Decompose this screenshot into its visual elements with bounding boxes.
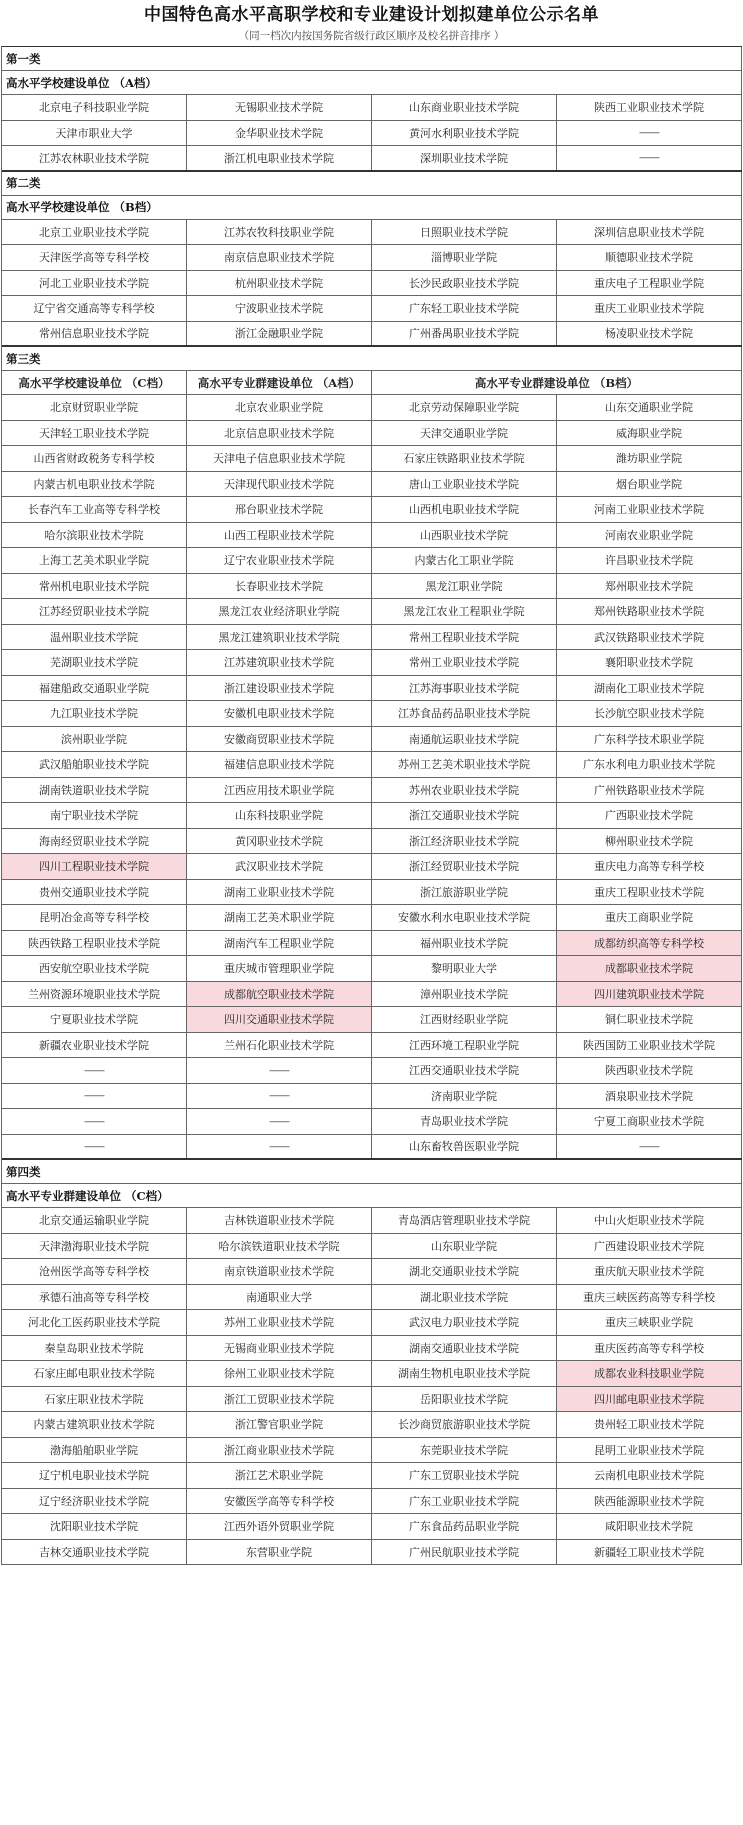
school-name-cell: 河南农业职业学院: [557, 523, 742, 548]
school-name-cell: 岳阳职业技术学院: [372, 1387, 557, 1412]
school-name-cell: 黄冈职业技术学院: [187, 829, 372, 854]
school-name-cell: 温州职业技术学院: [2, 625, 187, 650]
school-name-cell: 重庆工程职业技术学院: [557, 880, 742, 905]
school-name-cell: 湖北交通职业技术学院: [372, 1259, 557, 1284]
school-name-cell: 常州信息职业技术学院: [2, 322, 187, 346]
page-title: 中国特色高水平高职学校和专业建设计划拟建单位公示名单: [144, 5, 599, 25]
school-name-cell: 江西应用技术职业学院: [187, 778, 372, 803]
school-name-cell: 北京劳动保障职业学院: [372, 395, 557, 420]
table-row: [2, 446, 742, 472]
school-name-cell: 上海工艺美术职业学院: [2, 548, 187, 573]
school-name-cell: 南京铁道职业技术学院: [187, 1259, 372, 1284]
table-row: [2, 931, 742, 957]
school-name-cell: 辽宁农业职业技术学院: [187, 548, 372, 573]
school-name-cell: 九江职业技术学院: [2, 701, 187, 726]
table-row: [2, 956, 742, 982]
school-name-cell: 湖南生物机电职业技术学院: [372, 1361, 557, 1386]
table-row: [2, 271, 742, 297]
school-name-cell: 黑龙江农业经济职业学院: [187, 599, 372, 624]
school-name-cell: 许昌职业技术学院: [557, 548, 742, 573]
school-name-cell: 海南经贸职业技术学院: [2, 829, 187, 854]
section-label: 第一类: [2, 47, 742, 70]
column-header-row: [2, 371, 742, 395]
school-name-cell: 安徽机电职业技术学院: [187, 701, 372, 726]
table-row: [2, 296, 742, 322]
school-name-cell: 浙江经济职业技术学院: [372, 829, 557, 854]
school-name-cell: 江苏海事职业技术学院: [372, 676, 557, 701]
table-row: [2, 220, 742, 246]
school-name-cell: 山西省财政税务专科学校: [2, 446, 187, 471]
school-name-cell: 武汉船舶职业技术学院: [2, 752, 187, 777]
school-name-cell: 邢台职业技术学院: [187, 497, 372, 522]
school-name-cell: 芜湖职业技术学院: [2, 650, 187, 675]
school-name-cell: 郑州铁路职业技术学院: [557, 599, 742, 624]
table-row: [2, 829, 742, 855]
table-row: [2, 395, 742, 421]
school-name-cell: 黄河水利职业技术学院: [372, 121, 557, 146]
school-name-cell: 北京信息职业技术学院: [187, 421, 372, 446]
school-name-cell: 金华职业技术学院: [187, 121, 372, 146]
school-name-cell: 浙江商业职业技术学院: [187, 1438, 372, 1463]
table-row: [2, 1234, 742, 1260]
school-name-cell: 浙江艺术职业学院: [187, 1463, 372, 1488]
school-name-cell: 长沙航空职业技术学院: [557, 701, 742, 726]
table-row: [2, 1438, 742, 1464]
empty-cell: ——: [557, 146, 742, 170]
school-name-cell: 河北工业职业技术学院: [2, 271, 187, 296]
table-row: [2, 1387, 742, 1413]
school-name-cell: 深圳信息职业技术学院: [557, 220, 742, 245]
school-name-cell: 北京财贸职业学院: [2, 395, 187, 420]
section-label-row: [2, 47, 742, 71]
school-name-cell: 日照职业技术学院: [372, 220, 557, 245]
school-name-cell: 广东轻工职业技术学院: [372, 296, 557, 321]
school-name-cell: 山西工程职业技术学院: [187, 523, 372, 548]
table-row: [2, 146, 742, 172]
empty-cell: ——: [187, 1109, 372, 1134]
empty-cell: ——: [187, 1058, 372, 1083]
school-name-cell: 天津市职业大学: [2, 121, 187, 146]
school-name-cell: 广东科学技术职业学院: [557, 727, 742, 752]
school-name-cell: 襄阳职业技术学院: [557, 650, 742, 675]
table-row: [2, 778, 742, 804]
school-name-cell: 常州机电职业技术学院: [2, 574, 187, 599]
school-name-cell: 浙江经贸职业技术学院: [372, 854, 557, 879]
table-row: [2, 1540, 742, 1566]
school-name-cell: 江西环境工程职业学院: [372, 1033, 557, 1058]
school-name-cell: 内蒙古建筑职业技术学院: [2, 1412, 187, 1437]
school-name-cell: 石家庄铁路职业技术学院: [372, 446, 557, 471]
school-name-cell: 江西财经职业学院: [372, 1007, 557, 1032]
school-name-cell: 长沙商贸旅游职业技术学院: [372, 1412, 557, 1437]
table-row: [2, 880, 742, 906]
school-name-cell: 淄博职业学院: [372, 245, 557, 270]
empty-cell: ——: [2, 1109, 187, 1134]
table-row: [2, 1489, 742, 1515]
school-name-cell: 青岛职业技术学院: [372, 1109, 557, 1134]
school-name-cell: 苏州工业职业技术学院: [187, 1310, 372, 1335]
school-name-cell: 天津轻工职业技术学院: [2, 421, 187, 446]
school-name-cell: 江苏食品药品职业技术学院: [372, 701, 557, 726]
school-name-cell: 重庆航天职业技术学院: [557, 1259, 742, 1284]
school-name-cell: 南通职业大学: [187, 1285, 372, 1310]
school-name-cell: 常州工业职业技术学院: [372, 650, 557, 675]
school-name-cell: 重庆三峡职业学院: [557, 1310, 742, 1335]
school-name-cell: 柳州职业技术学院: [557, 829, 742, 854]
school-name-cell: 陕西国防工业职业技术学院: [557, 1033, 742, 1058]
column-header: 高水平专业群建设单位 （B档）: [372, 371, 742, 394]
column-header: 高水平学校建设单位 （C档）: [2, 371, 187, 394]
school-name-cell: 辽宁省交通高等专科学校: [2, 296, 187, 321]
school-name-cell: 广州铁路职业技术学院: [557, 778, 742, 803]
school-name-cell: 广西建设职业技术学院: [557, 1234, 742, 1259]
section-subheader-row: [2, 71, 742, 95]
school-name-cell: 承德石油高等专科学校: [2, 1285, 187, 1310]
school-name-cell: 湖南化工职业技术学院: [557, 676, 742, 701]
school-name-cell: 长沙民政职业技术学院: [372, 271, 557, 296]
table-row: [2, 574, 742, 600]
school-name-cell: 中山火炬职业技术学院: [557, 1208, 742, 1233]
section-subheader: 高水平学校建设单位 （B档）: [2, 196, 742, 219]
school-name-cell: 黑龙江农业工程职业学院: [372, 599, 557, 624]
school-name-cell: 常州工程职业技术学院: [372, 625, 557, 650]
section-label-row: [2, 172, 742, 196]
school-name-cell: 河北化工医药职业技术学院: [2, 1310, 187, 1335]
school-name-cell: 哈尔滨铁道职业技术学院: [187, 1234, 372, 1259]
school-name-cell: 云南机电职业技术学院: [557, 1463, 742, 1488]
table-row: [2, 752, 742, 778]
school-name-cell: 重庆三峡医药高等专科学校: [557, 1285, 742, 1310]
school-name-cell: 深圳职业技术学院: [372, 146, 557, 170]
school-name-cell: 北京电子科技职业学院: [2, 95, 187, 120]
school-name-cell: 东营职业学院: [187, 1540, 372, 1565]
table-row: [2, 905, 742, 931]
school-name-cell: 无锡职业技术学院: [187, 95, 372, 120]
school-name-cell: 浙江旅游职业学院: [372, 880, 557, 905]
school-name-cell: 重庆医药高等专科学校: [557, 1336, 742, 1361]
school-name-cell: 南京信息职业技术学院: [187, 245, 372, 270]
school-name-cell: 山东畜牧兽医职业学院: [372, 1135, 557, 1159]
school-name-cell: 北京工业职业技术学院: [2, 220, 187, 245]
table-row: [2, 322, 742, 348]
school-name-cell: 湖南工艺美术职业学院: [187, 905, 372, 930]
school-name-cell: 重庆电子工程职业学院: [557, 271, 742, 296]
school-name-cell: 广东水利电力职业技术学院: [557, 752, 742, 777]
table-row: [2, 599, 742, 625]
school-name-cell: 贵州轻工职业技术学院: [557, 1412, 742, 1437]
roster-table: [1, 46, 742, 1565]
school-name-cell: 浙江交通职业技术学院: [372, 803, 557, 828]
school-name-cell: 湖南交通职业技术学院: [372, 1336, 557, 1361]
school-name-cell: 黑龙江职业学院: [372, 574, 557, 599]
table-row: [2, 1259, 742, 1285]
table-row: [2, 727, 742, 753]
school-name-cell: 天津电子信息职业技术学院: [187, 446, 372, 471]
table-row: [2, 701, 742, 727]
table-row: [2, 676, 742, 702]
school-name-cell: 浙江警官职业学院: [187, 1412, 372, 1437]
school-name-cell: 宁夏职业技术学院: [2, 1007, 187, 1032]
school-name-cell: 郑州职业技术学院: [557, 574, 742, 599]
school-name-cell: 山西机电职业技术学院: [372, 497, 557, 522]
school-name-cell: 济南职业学院: [372, 1084, 557, 1109]
section-subheader: 高水平学校建设单位 （A档）: [2, 71, 742, 94]
school-name-cell: 长春汽车工业高等专科学校: [2, 497, 187, 522]
school-name-cell: 无锡商业职业技术学院: [187, 1336, 372, 1361]
school-name-cell: 哈尔滨职业技术学院: [2, 523, 187, 548]
school-name-cell: 北京交通运输职业学院: [2, 1208, 187, 1233]
school-name-cell: 湖南汽车工程职业学院: [187, 931, 372, 956]
school-name-cell: 兰州资源环境职业技术学院: [2, 982, 187, 1007]
school-name-cell: 山东交通职业学院: [557, 395, 742, 420]
school-name-cell: 沧州医学高等专科学校: [2, 1259, 187, 1284]
table-row: [2, 650, 742, 676]
school-name-cell: 成都纺织高等专科学校: [557, 931, 742, 956]
school-name-cell: 江苏农林职业技术学院: [2, 146, 187, 170]
table-row: [2, 803, 742, 829]
table-row: [2, 625, 742, 651]
table-row: [2, 523, 742, 549]
school-name-cell: 新疆轻工职业技术学院: [557, 1540, 742, 1565]
school-name-cell: 辽宁经济职业技术学院: [2, 1489, 187, 1514]
section-label: 第四类: [2, 1160, 742, 1183]
school-name-cell: 苏州农业职业技术学院: [372, 778, 557, 803]
school-name-cell: 重庆工商职业学院: [557, 905, 742, 930]
school-name-cell: 徐州工业职业技术学院: [187, 1361, 372, 1386]
empty-cell: ——: [2, 1058, 187, 1083]
school-name-cell: 重庆工业职业技术学院: [557, 296, 742, 321]
school-name-cell: 西安航空职业技术学院: [2, 956, 187, 981]
school-name-cell: 潍坊职业学院: [557, 446, 742, 471]
table-row: [2, 1058, 742, 1084]
school-name-cell: 黎明职业大学: [372, 956, 557, 981]
school-name-cell: 青岛酒店管理职业技术学院: [372, 1208, 557, 1233]
table-row: [2, 1109, 742, 1135]
school-name-cell: 秦皇岛职业技术学院: [2, 1336, 187, 1361]
school-name-cell: 四川工程职业技术学院: [2, 854, 187, 879]
school-name-cell: 江苏农牧科技职业学院: [187, 220, 372, 245]
school-name-cell: 重庆城市管理职业学院: [187, 956, 372, 981]
table-row: [2, 121, 742, 147]
table-row: [2, 1361, 742, 1387]
school-name-cell: 唐山工业职业技术学院: [372, 472, 557, 497]
school-name-cell: 陕西铁路工程职业技术学院: [2, 931, 187, 956]
school-name-cell: 福州职业技术学院: [372, 931, 557, 956]
school-name-cell: 陕西能源职业技术学院: [557, 1489, 742, 1514]
school-name-cell: 安徽商贸职业技术学院: [187, 727, 372, 752]
school-name-cell: 广西职业技术学院: [557, 803, 742, 828]
table-row: [2, 1412, 742, 1438]
school-name-cell: 内蒙古机电职业技术学院: [2, 472, 187, 497]
school-name-cell: 湖南工业职业技术学院: [187, 880, 372, 905]
school-name-cell: 天津医学高等专科学校: [2, 245, 187, 270]
school-name-cell: 漳州职业技术学院: [372, 982, 557, 1007]
school-name-cell: 吉林铁道职业技术学院: [187, 1208, 372, 1233]
school-name-cell: 江苏建筑职业技术学院: [187, 650, 372, 675]
table-row: [2, 472, 742, 498]
empty-cell: ——: [187, 1084, 372, 1109]
page-subtitle: （同一档次内按国务院省级行政区顺序及校名拼音排序 ）: [238, 30, 505, 42]
school-name-cell: 江苏经贸职业技术学院: [2, 599, 187, 624]
table-row: [2, 854, 742, 880]
school-name-cell: 武汉电力职业技术学院: [372, 1310, 557, 1335]
school-name-cell: 广东工业职业技术学院: [372, 1489, 557, 1514]
school-name-cell: 兰州石化职业技术学院: [187, 1033, 372, 1058]
table-row: [2, 1336, 742, 1362]
school-name-cell: 四川建筑职业技术学院: [557, 982, 742, 1007]
table-row: [2, 245, 742, 271]
table-row: [2, 548, 742, 574]
table-row: [2, 1285, 742, 1311]
empty-cell: ——: [2, 1084, 187, 1109]
school-name-cell: 陕西职业技术学院: [557, 1058, 742, 1083]
school-name-cell: 成都航空职业技术学院: [187, 982, 372, 1007]
section-label: 第三类: [2, 347, 742, 370]
school-name-cell: 铜仁职业技术学院: [557, 1007, 742, 1032]
school-name-cell: 沈阳职业技术学院: [2, 1514, 187, 1539]
school-name-cell: 东莞职业技术学院: [372, 1438, 557, 1463]
section-subheader: 高水平专业群建设单位 （C档）: [2, 1184, 742, 1207]
school-name-cell: 湖北职业技术学院: [372, 1285, 557, 1310]
school-name-cell: 广州民航职业技术学院: [372, 1540, 557, 1565]
school-name-cell: 昆明工业职业技术学院: [557, 1438, 742, 1463]
school-name-cell: 石家庄职业技术学院: [2, 1387, 187, 1412]
school-name-cell: 安徽水利水电职业技术学院: [372, 905, 557, 930]
table-row: [2, 1208, 742, 1234]
school-name-cell: 广东食品药品职业学院: [372, 1514, 557, 1539]
school-name-cell: 新疆农业职业技术学院: [2, 1033, 187, 1058]
table-row: [2, 95, 742, 121]
school-name-cell: 天津现代职业技术学院: [187, 472, 372, 497]
school-name-cell: 威海职业学院: [557, 421, 742, 446]
school-name-cell: 山东科技职业学院: [187, 803, 372, 828]
school-name-cell: 山东职业学院: [372, 1234, 557, 1259]
school-name-cell: 四川邮电职业技术学院: [557, 1387, 742, 1412]
table-row: [2, 1463, 742, 1489]
empty-cell: ——: [187, 1135, 372, 1159]
school-name-cell: 吉林交通职业技术学院: [2, 1540, 187, 1565]
school-name-cell: 河南工业职业技术学院: [557, 497, 742, 522]
school-name-cell: 江西外语外贸职业学院: [187, 1514, 372, 1539]
table-row: [2, 421, 742, 447]
table-row: [2, 1033, 742, 1059]
school-name-cell: 浙江建设职业技术学院: [187, 676, 372, 701]
school-name-cell: 石家庄邮电职业技术学院: [2, 1361, 187, 1386]
school-name-cell: 顺德职业技术学院: [557, 245, 742, 270]
column-header: 高水平专业群建设单位 （A档）: [187, 371, 372, 394]
table-row: [2, 982, 742, 1008]
school-name-cell: 浙江机电职业技术学院: [187, 146, 372, 170]
school-name-cell: 福建信息职业技术学院: [187, 752, 372, 777]
table-row: [2, 1310, 742, 1336]
school-name-cell: 渤海船舶职业学院: [2, 1438, 187, 1463]
school-name-cell: 贵州交通职业技术学院: [2, 880, 187, 905]
school-name-cell: 天津交通职业学院: [372, 421, 557, 446]
school-name-cell: 宁波职业技术学院: [187, 296, 372, 321]
school-name-cell: 湖南铁道职业技术学院: [2, 778, 187, 803]
school-name-cell: 成都农业科技职业学院: [557, 1361, 742, 1386]
school-name-cell: 辽宁机电职业技术学院: [2, 1463, 187, 1488]
school-name-cell: 北京农业职业学院: [187, 395, 372, 420]
school-name-cell: 安徽医学高等专科学校: [187, 1489, 372, 1514]
school-name-cell: 重庆电力高等专科学校: [557, 854, 742, 879]
school-name-cell: 滨州职业学院: [2, 727, 187, 752]
table-row: [2, 1007, 742, 1033]
school-name-cell: 武汉职业技术学院: [187, 854, 372, 879]
school-name-cell: 苏州工艺美术职业技术学院: [372, 752, 557, 777]
school-name-cell: 南宁职业技术学院: [2, 803, 187, 828]
school-name-cell: 武汉铁路职业技术学院: [557, 625, 742, 650]
table-row: [2, 1084, 742, 1110]
school-name-cell: 酒泉职业技术学院: [557, 1084, 742, 1109]
school-name-cell: 昆明冶金高等专科学校: [2, 905, 187, 930]
table-row: [2, 1135, 742, 1161]
school-name-cell: 杭州职业技术学院: [187, 271, 372, 296]
empty-cell: ——: [557, 121, 742, 146]
school-name-cell: 四川交通职业技术学院: [187, 1007, 372, 1032]
section-label-row: [2, 1160, 742, 1184]
school-name-cell: 浙江金融职业学院: [187, 322, 372, 346]
section-label-row: [2, 347, 742, 371]
section-subheader-row: [2, 1184, 742, 1208]
school-name-cell: 山西职业技术学院: [372, 523, 557, 548]
school-name-cell: 烟台职业学院: [557, 472, 742, 497]
table-row: [2, 1514, 742, 1540]
school-name-cell: 黑龙江建筑职业技术学院: [187, 625, 372, 650]
school-name-cell: 南通航运职业技术学院: [372, 727, 557, 752]
section-subheader-row: [2, 196, 742, 220]
school-name-cell: 成都职业技术学院: [557, 956, 742, 981]
school-name-cell: 山东商业职业技术学院: [372, 95, 557, 120]
school-name-cell: 长春职业技术学院: [187, 574, 372, 599]
school-name-cell: 广东工贸职业技术学院: [372, 1463, 557, 1488]
school-name-cell: 杨凌职业技术学院: [557, 322, 742, 346]
school-name-cell: 江西交通职业技术学院: [372, 1058, 557, 1083]
school-name-cell: 天津渤海职业技术学院: [2, 1234, 187, 1259]
empty-cell: ——: [557, 1135, 742, 1159]
section-label: 第二类: [2, 172, 742, 195]
school-name-cell: 宁夏工商职业技术学院: [557, 1109, 742, 1134]
empty-cell: ——: [2, 1135, 187, 1159]
school-name-cell: 福建船政交通职业学院: [2, 676, 187, 701]
school-name-cell: 内蒙古化工职业学院: [372, 548, 557, 573]
school-name-cell: 咸阳职业技术学院: [557, 1514, 742, 1539]
table-row: [2, 497, 742, 523]
school-name-cell: 广州番禺职业技术学院: [372, 322, 557, 346]
school-name-cell: 浙江工贸职业技术学院: [187, 1387, 372, 1412]
school-name-cell: 陕西工业职业技术学院: [557, 95, 742, 120]
